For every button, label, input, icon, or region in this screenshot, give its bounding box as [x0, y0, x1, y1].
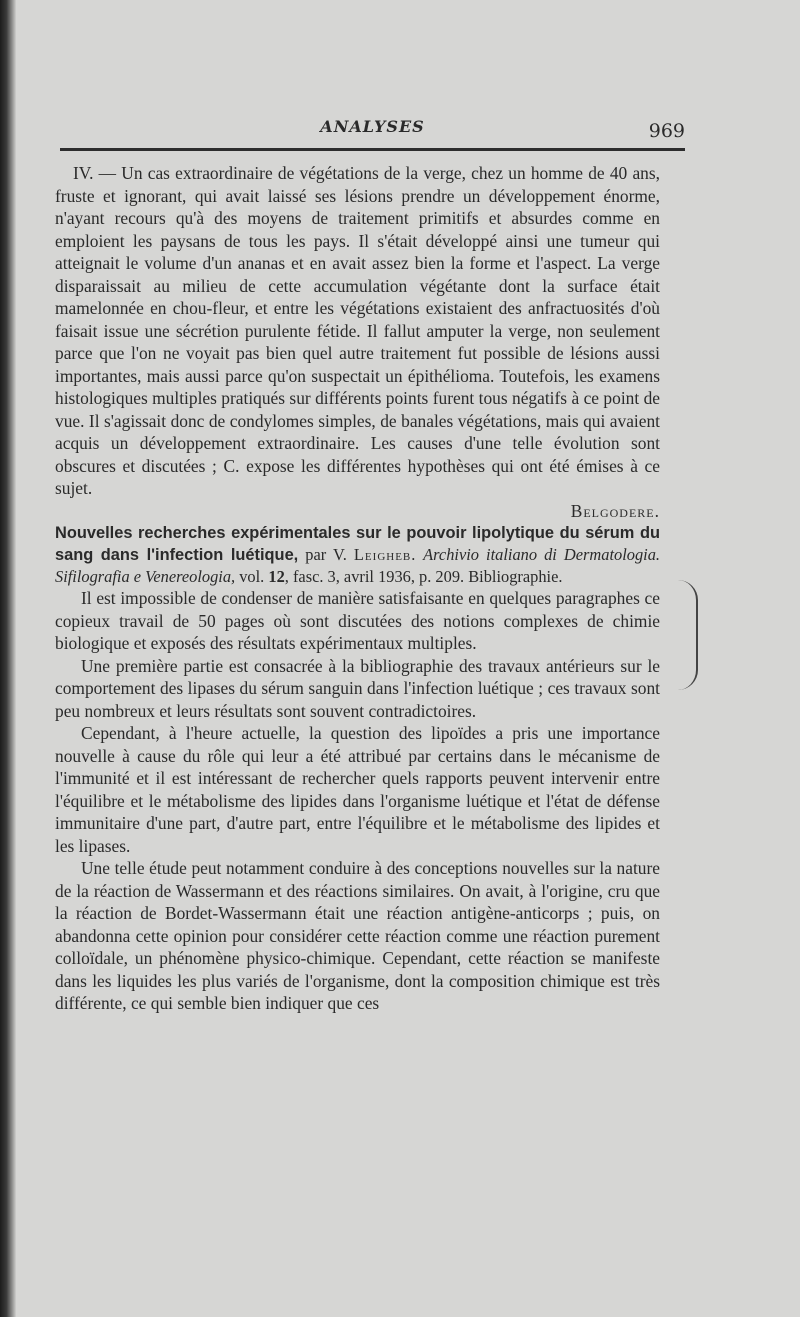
citation-by: par V.: [298, 545, 354, 564]
page-body: [55, 162, 660, 1015]
article-2-paragraph-2: Une première partie est consacrée à la bibliographie des travaux antérieurs sur le comportement des lipases du sérum sanguin dans l'infection luétique ; ces travaux sont peu nombreux et leurs résultats sont souvent contradictoires.: [55, 655, 660, 721]
page-header: [60, 114, 685, 154]
article-2-paragraph-1: Il est impossible de condenser de manière satisfaisante en quelques paragraphes ce copieux travail de 50 pages où sont discutées des notions complexes de chimie biologique et exposés des résultats expérimentaux multiples.: [55, 588, 660, 653]
article-1-paragraph: IV. — Un cas extraordinaire de végétations de la verge, chez un homme de 40 ans, fruste et ignorant, qui avait laissé ses lésions prendre un développement énorme, n'ayant recours qu'à des moyens de traitement primitifs et absurdes comme en emploient les paysans de tous les pays. Il s'était développé ainsi une tumeur qui atteignait le volume d'un ananas et en avait assez bien la forme et l'aspect. La verge disparaissait au milieu de cette accumulation végétante dont la surface était mamelonnée en chou-fleur, et entre les végétations existaient des anfractuosités d'où faisait issue une sécrétion purulente fétide. Il fallut amputer la verge, non seulement parce que l'on ne voyait pas bien quel autre traitement fut possible de lésions aussi importantes, mais aussi parce qu'on suspectait un épithélioma. Toutefois, les examens histologiques multiples pratiqués sur différents points furent tous négatifs à ce point de vue. Il s'agissait donc de condylomes simples, de banales végétations, mais qui avaient acquis un développement extraordinaire. Les causes d'une telle évolution sont obscures et discutées ; C. expose les différentes hypothèses qui ont été émises à ce sujet.: [55, 163, 660, 498]
page-number: 969: [648, 120, 685, 142]
running-head: ANALYSES: [320, 117, 425, 136]
citation-details: , fasc. 3, avril 1936, p. 209. Bibliographie.: [284, 567, 563, 586]
article-2-paragraph-3: Cependant, à l'heure actuelle, la question des lipoïdes a pris une importance nouvelle à cause du rôle qui leur a été attribué par certains dans le mécanisme de l'immunité et il est intéressant de rechercher quels rapports peuvent intervenir entre l'équilibre et le métabolisme des lipides dans l'organisme luétique et l'état de défense immunitaire d'une part, d'autre part, entre l'équilibre et le métabolisme des lipides et les lipases.: [55, 723, 660, 856]
citation-author: Leigheb.: [353, 545, 417, 564]
citation-volume: 12: [268, 567, 285, 586]
citation-journal: Archivio italiano di Dermatologia. Sifilografia e Venereologia,: [55, 545, 660, 586]
book-binding-shadow: [0, 0, 16, 1317]
article-1-signature: Belgodere.: [570, 500, 660, 521]
header-rule: [60, 148, 685, 151]
margin-bracket-mark: [676, 580, 698, 690]
article-2-paragraph-4: Une telle étude peut notamment conduire à des conceptions nouvelles sur la nature de la réaction de Wassermann et des réactions similaires. On avait, à l'origine, cru que la réaction de Bordet-Wassermann était une réaction antigène-anticorps ; puis, on abandonna cette opinion pour considérer cette réaction comme une réaction purement colloïdale, un phénomène physico-chimique. Cependant, cette réaction se manifeste dans les liquides les plus variés de l'organisme, dont la composition chimique est très différente, ce qui semble bien indiquer que ces: [55, 858, 660, 1013]
citation-vol-prefix: vol.: [235, 567, 269, 586]
article-2-citation: [55, 522, 660, 587]
article-2-title: Nouvelles recherches expérimentales sur le pouvoir lipolytique du sérum du sang dans l'infection luétique,: [55, 524, 660, 564]
